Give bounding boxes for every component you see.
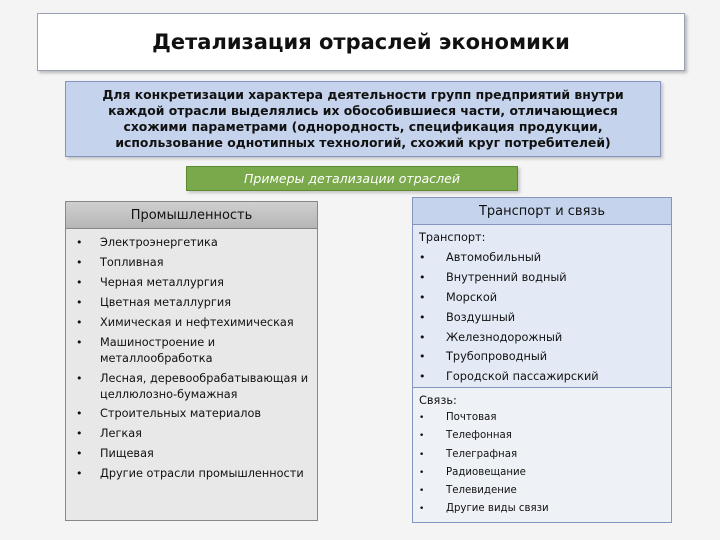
list-item-text: Автомобильный (446, 251, 542, 264)
transport-item (419, 310, 665, 326)
bullet-icon: • (76, 315, 83, 329)
transport-comm-header-label: Транспорт и связь (478, 203, 605, 219)
bullet-icon: • (76, 371, 83, 385)
bullet-icon: • (419, 486, 425, 497)
industry-item (76, 446, 309, 462)
industry-list (76, 235, 309, 482)
list-item-text: Пищевая (100, 447, 154, 461)
communication-item (419, 466, 665, 480)
bullet-icon: • (419, 310, 426, 324)
list-item-text: Машиностроение и металлообработка (100, 335, 216, 365)
list-item-text: Радиовещание (446, 466, 526, 478)
bullet-icon: • (76, 255, 83, 269)
list-item-text: Городской пассажирский (446, 370, 599, 384)
bullet-icon: • (419, 290, 426, 304)
bullet-icon: • (419, 504, 425, 515)
transport-item (419, 330, 665, 346)
bullet-icon: • (76, 295, 83, 309)
transport-item (419, 250, 665, 266)
page-title: Детализация отраслей экономики (152, 30, 570, 54)
list-item-text: Строительных материалов (100, 407, 262, 421)
list-item-text: Телевидение (446, 485, 517, 497)
list-item-text: Морской (446, 290, 498, 304)
bullet-icon: • (419, 330, 426, 344)
list-item-text: Черная металлургия (100, 275, 224, 289)
industry-item (76, 335, 309, 367)
industry-item (76, 371, 309, 403)
industry-item (76, 466, 309, 482)
bullet-icon: • (419, 350, 426, 364)
industry-item (76, 295, 309, 311)
list-item-text: Внутренний водный (446, 270, 567, 284)
list-item-text: Топливная (100, 255, 164, 269)
bullet-icon: • (419, 449, 425, 460)
bullet-icon: • (76, 236, 83, 249)
list-item-text: Воздушный (446, 310, 516, 324)
list-item-text: Телефонная (446, 430, 512, 442)
industry-header (65, 201, 318, 229)
industry-item (76, 275, 309, 291)
list-item-text: Телеграфная (446, 448, 518, 460)
transport-label: Транспорт: (419, 231, 486, 244)
industry-header-label: Промышленность (130, 207, 253, 223)
transport-item (419, 349, 665, 365)
intro-box (65, 81, 661, 157)
list-item-text: Другие отрасли промышленности (100, 467, 304, 481)
title-box (37, 13, 685, 71)
bullet-icon: • (76, 447, 83, 461)
bullet-icon: • (76, 427, 83, 441)
transport-item (419, 290, 665, 306)
list-item-text: Почтовая (446, 412, 497, 423)
list-item-text: Другие виды связи (446, 503, 549, 515)
transport-item (419, 369, 665, 385)
bullet-icon: • (419, 251, 426, 264)
industry-item (76, 255, 309, 271)
bullet-icon: • (76, 467, 83, 481)
list-item-text: Цветная металлургия (100, 295, 232, 309)
bullet-icon: • (419, 413, 425, 423)
communication-item (419, 484, 665, 498)
examples-label: Примеры детализации отраслей (244, 171, 460, 186)
bullet-icon: • (419, 467, 425, 478)
list-item-text: Лесная, деревообрабатывающая и целлюлозно-бумажная (100, 371, 309, 401)
list-item-text: Железнодорожный (446, 330, 563, 344)
communication-panel (412, 388, 672, 523)
industry-item (76, 426, 309, 442)
communication-item (419, 411, 665, 425)
transport-panel (412, 225, 672, 388)
transport-item (419, 270, 665, 286)
bullet-icon: • (419, 370, 426, 384)
bullet-icon: • (76, 407, 83, 421)
industry-item (76, 406, 309, 422)
transport-list (419, 250, 665, 385)
transport-comm-header (412, 197, 672, 225)
industry-item (76, 315, 309, 331)
communication-item (419, 429, 665, 443)
intro-text: Для конкретизации характера деятельности групп предприятий внутри каждой отрасли выделялись их обособившиеся части, отличающиеся схожими параметрами (однородность, спецификация продукции, использование однотипных технологий, схожий круг потребителей) (102, 87, 624, 150)
bullet-icon: • (419, 270, 426, 284)
communication-list (419, 411, 665, 516)
list-item-text: Легкая (100, 427, 142, 441)
industry-item (76, 235, 309, 251)
bullet-icon: • (419, 431, 425, 442)
industry-panel (65, 229, 318, 521)
list-item-text: Трубопроводный (446, 350, 548, 364)
bullet-icon: • (76, 335, 83, 349)
list-item-text: Электроэнергетика (100, 236, 218, 249)
communication-item (419, 502, 665, 516)
bullet-icon: • (76, 275, 83, 289)
communication-label: Связь: (419, 394, 457, 407)
examples-bar (186, 166, 518, 191)
communication-item (419, 448, 665, 462)
list-item-text: Химическая и нефтехимическая (100, 315, 294, 329)
